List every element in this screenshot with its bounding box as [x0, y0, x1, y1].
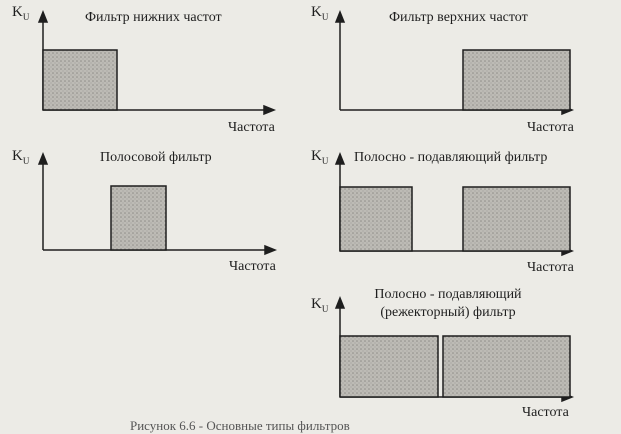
x-arrow-bandpass: [265, 246, 275, 254]
passband-lowpass: [43, 50, 117, 110]
diagram-highpass: [336, 12, 572, 114]
y-arrow-notch: [336, 298, 344, 308]
title-bandpass: Полосовой фильтр: [100, 150, 212, 165]
x-arrow-lowpass: [264, 106, 274, 114]
passband-bandstop-low: [340, 187, 412, 251]
xlabel-notch: Частота: [522, 405, 569, 420]
diagram-bandpass: [39, 154, 275, 254]
figure-caption: Рисунок 6.6 - Основные типы фильтров: [130, 418, 350, 433]
passband-bandpass: [111, 186, 166, 250]
y-arrow-bandstop: [336, 154, 344, 164]
xlabel-highpass: Частота: [527, 120, 574, 135]
y-arrow-bandpass: [39, 154, 47, 164]
y-arrow-lowpass: [39, 12, 47, 22]
xlabel-lowpass: Частота: [228, 120, 275, 135]
ylabel-bandpass: $K_U$: [12, 148, 30, 166]
xlabel-bandstop: Частота: [527, 260, 574, 275]
xlabel-bandpass: Частота: [229, 259, 276, 274]
ylabel-bandstop: $K_U$: [311, 148, 329, 166]
title-lowpass: Фильтр нижних частот: [85, 10, 222, 25]
passband-notch-low: [340, 336, 438, 397]
passband-notch-high: [443, 336, 570, 397]
passband-highpass: [463, 50, 570, 110]
title-highpass: Фильтр верхних частот: [389, 10, 528, 25]
y-arrow-highpass: [336, 12, 344, 22]
title-notch-line1: Полосно - подавляющий: [374, 287, 522, 302]
passband-bandstop-high: [463, 187, 570, 251]
ylabel-notch: $K_U$: [311, 296, 329, 314]
diagram-lowpass: [39, 12, 274, 114]
ylabel-lowpass: $K_U$: [12, 4, 30, 22]
title-notch-line2: (режекторный) фильтр: [380, 305, 516, 320]
diagram-bandstop: [336, 154, 572, 255]
ylabel-highpass: $K_U$: [311, 4, 329, 22]
title-bandstop: Полосно - подавляющий фильтр: [354, 150, 548, 165]
